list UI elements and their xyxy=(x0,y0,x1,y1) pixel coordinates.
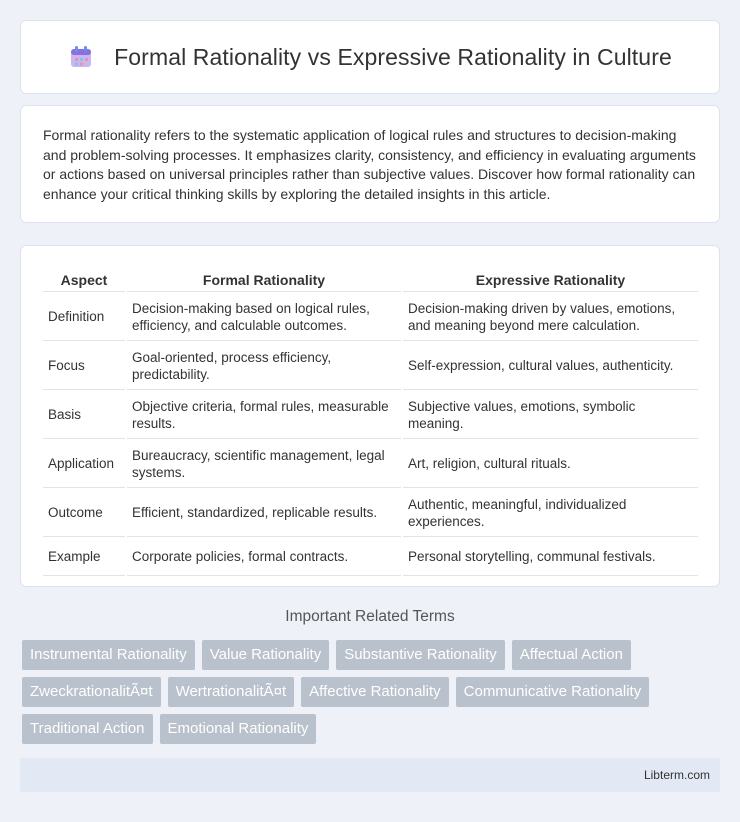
table-cell: Application xyxy=(43,441,125,488)
table-cell: Subjective values, emotions, symbolic meaning. xyxy=(403,392,698,439)
table-row xyxy=(43,343,698,390)
table-cell: Self-expression, cultural values, authenticity. xyxy=(403,343,698,390)
related-terms-list xyxy=(22,640,722,751)
related-term-tag[interactable]: WertrationalitÃ¤t xyxy=(168,677,295,707)
table-cell: Outcome xyxy=(43,490,125,537)
column-header: Expressive Rationality xyxy=(403,268,698,292)
related-term-tag[interactable]: Affectual Action xyxy=(512,640,631,670)
table-row xyxy=(43,539,698,576)
calendar-icon xyxy=(68,44,94,70)
footer-brand-link[interactable]: Libterm.com xyxy=(643,768,710,782)
page-title: Formal Rationality vs Expressive Rationality in Culture xyxy=(114,43,672,70)
table-cell: Focus xyxy=(43,343,125,390)
table-cell: Example xyxy=(43,539,125,576)
related-term-tag[interactable]: Communicative Rationality xyxy=(456,677,650,707)
related-term-tag[interactable]: ZweckrationalitÃ¤t xyxy=(22,677,161,707)
column-header: Formal Rationality xyxy=(127,268,401,292)
table-cell: Decision-making driven by values, emotions, and meaning beyond mere calculation. xyxy=(403,294,698,341)
comparison-table xyxy=(41,266,700,578)
column-header: Aspect xyxy=(43,268,125,292)
table-row xyxy=(43,392,698,439)
table-cell: Efficient, standardized, replicable results. xyxy=(127,490,401,537)
table-cell: Corporate policies, formal contracts. xyxy=(127,539,401,576)
related-term-tag[interactable]: Instrumental Rationality xyxy=(22,640,195,670)
related-term-tag[interactable]: Value Rationality xyxy=(202,640,329,670)
table-cell: Art, religion, cultural rituals. xyxy=(403,441,698,488)
intro-text: Formal rationality refers to the systematic application of logical rules and structures to decision-making and problem-solving processes. It emphasizes clarity, consistency, and efficiency in evaluating arguments or actions based on universal principles rather than subjective values. Discover how formal rationality can enhance your critical thinking skills by exploring the detailed insights in this article. xyxy=(43,127,696,202)
related-term-tag[interactable]: Emotional Rationality xyxy=(160,714,317,744)
title-card xyxy=(20,20,720,94)
table-cell: Bureaucracy, scientific management, legal systems. xyxy=(127,441,401,488)
related-term-tag[interactable]: Affective Rationality xyxy=(301,677,448,707)
related-terms-heading: Important Related Terms xyxy=(285,608,455,625)
related-term-tag[interactable]: Traditional Action xyxy=(22,714,153,744)
table-cell: Basis xyxy=(43,392,125,439)
related-term-tag[interactable]: Substantive Rationality xyxy=(336,640,505,670)
table-cell: Decision-making based on logical rules, efficiency, and calculable outcomes. xyxy=(127,294,401,341)
footer xyxy=(20,758,720,792)
table-cell: Objective criteria, formal rules, measurable results. xyxy=(127,392,401,439)
comparison-card xyxy=(20,245,720,587)
table-row xyxy=(43,441,698,488)
table-row xyxy=(43,294,698,341)
table-header-row xyxy=(43,268,698,292)
table-cell: Goal-oriented, process efficiency, predictability. xyxy=(127,343,401,390)
intro-card xyxy=(20,105,720,223)
table-cell: Definition xyxy=(43,294,125,341)
table-cell: Authentic, meaningful, individualized experiences. xyxy=(403,490,698,537)
table-row xyxy=(43,490,698,537)
table-cell: Personal storytelling, communal festivals. xyxy=(403,539,698,576)
